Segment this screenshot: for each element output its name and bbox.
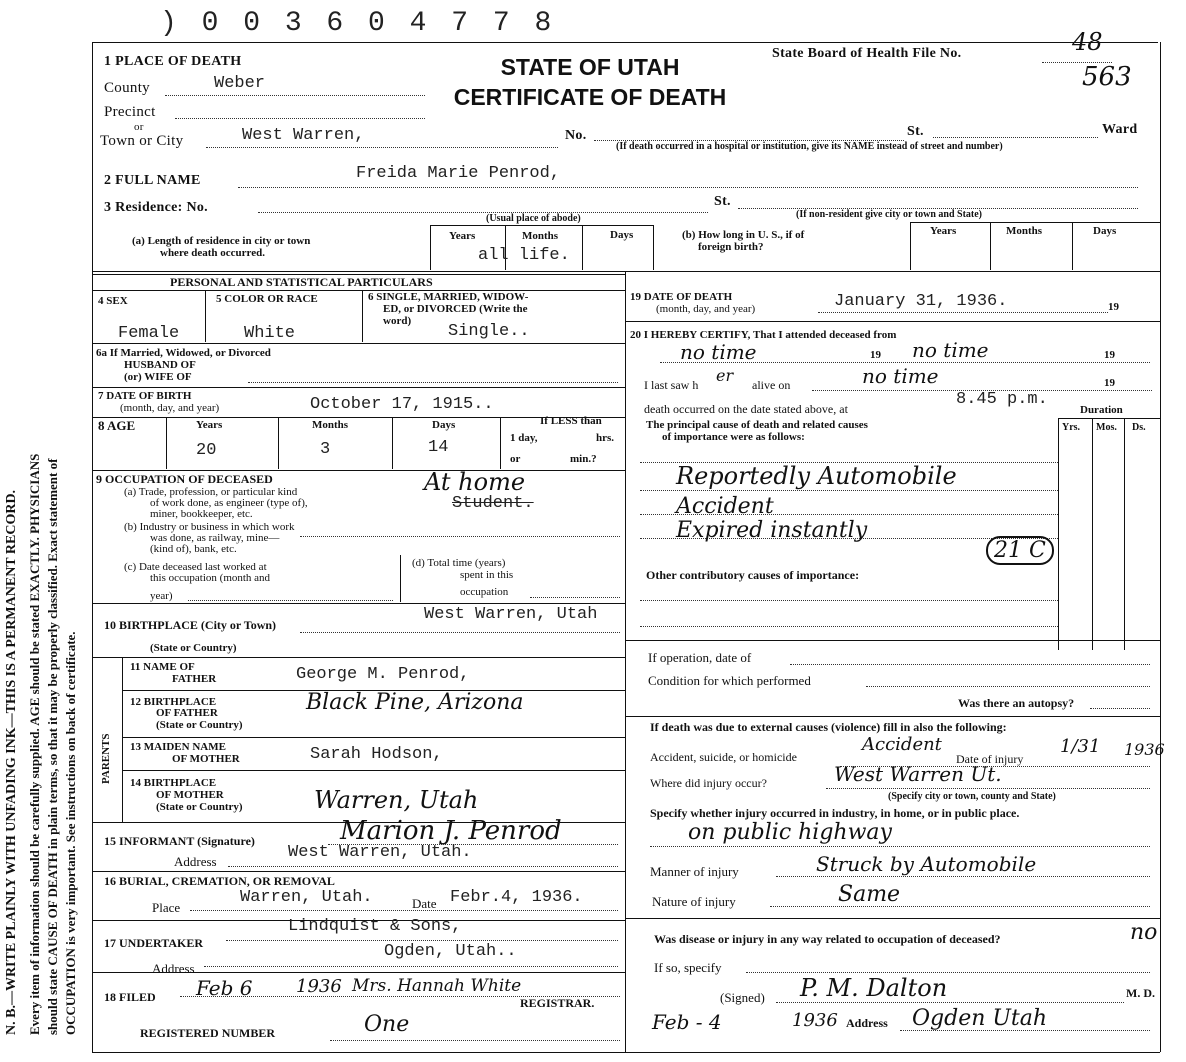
length-years-label: Years xyxy=(449,230,476,242)
town-label: Town or City xyxy=(100,133,184,149)
occ-b-line xyxy=(300,536,620,537)
occ-related-label: Was disease or injury in any way related to occupation of deceased? xyxy=(654,932,1001,946)
length-months-label: Months xyxy=(522,230,559,242)
county-line xyxy=(165,95,425,96)
marital-label-a: 6 SINGLE, MARRIED, WIDOW- xyxy=(368,291,529,303)
cause-3: Expired instantly xyxy=(676,518,868,543)
duration-line xyxy=(1058,418,1160,419)
undertaker-address-line xyxy=(204,966,618,967)
age-months-label: Months xyxy=(312,419,349,431)
injury-date-label: Date of injury xyxy=(956,752,1024,766)
burial-line xyxy=(190,910,618,911)
age-years-label: Years xyxy=(196,419,223,431)
cause-line-2 xyxy=(640,490,1058,491)
ifso-line xyxy=(746,972,1150,973)
dod-line xyxy=(818,312,1108,313)
filed-year: 1936 xyxy=(296,976,342,997)
lastsaw-value: no time xyxy=(862,364,939,388)
spouse-label-c: (or) WIFE OF xyxy=(124,371,192,383)
fbirth-label-c: (State or Country) xyxy=(156,719,243,731)
birthplace-value: West Warren, Utah xyxy=(424,605,598,624)
dod-label-b: (month, day, and year) xyxy=(656,303,756,315)
nonres-note: (If non-resident give city or town and State) xyxy=(796,209,983,220)
signed-label: (Signed) xyxy=(720,990,765,1005)
usual-note: (Usual place of abode) xyxy=(486,213,581,224)
informant-value: Marion J. Penrod xyxy=(340,816,562,846)
occ-b2: was done, as railway, mine— xyxy=(150,532,280,544)
mother-label-a: 13 MAIDEN NAME xyxy=(130,741,226,753)
fbirth-value: Black Pine, Arizona xyxy=(306,690,524,715)
burial-place-label: Place xyxy=(152,900,181,915)
certify-20: 20 I HEREBY CERTIFY, That I attended deceased from xyxy=(630,329,897,341)
where-value: West Warren Ut. xyxy=(834,762,1002,786)
age-years: 20 xyxy=(196,441,217,460)
signed-line xyxy=(776,1002,1124,1003)
parents-label: PARENTS xyxy=(100,733,112,784)
side-note-2: Every item of information should be carefully supplied. AGE should be stated EXACTLY. PHYSICIANS xyxy=(27,453,42,1035)
cause-2: Accident xyxy=(676,494,774,519)
fbirth-label-b: OF FATHER xyxy=(156,707,218,719)
cause-code: 21 C xyxy=(986,536,1054,565)
dob-label-a: 7 DATE OF BIRTH xyxy=(98,390,192,402)
length-value: all life. xyxy=(478,246,570,265)
undertaker-value: Lindquist & Sons, xyxy=(288,917,462,936)
min-label: min.? xyxy=(570,453,597,465)
condition-line xyxy=(866,686,1150,687)
residence-line xyxy=(258,212,708,213)
center-divider xyxy=(625,271,626,1052)
occ-d2: spent in this xyxy=(460,569,514,581)
occ-value: At home xyxy=(424,468,526,496)
marital-label-c: word) xyxy=(383,315,412,327)
undertaker-line xyxy=(226,940,618,941)
specify-value: on public highway xyxy=(688,820,892,845)
side-note-4: OCCUPATION is very important. See instructions on back of certificate. xyxy=(63,631,78,1035)
attended-line xyxy=(660,362,1150,363)
attended-19b: 19 xyxy=(1104,349,1115,361)
parent-line-2 xyxy=(122,737,625,738)
us-label-a: (b) How long in U. S., if of xyxy=(682,229,805,241)
lastsaw-label: I last saw h xyxy=(644,378,699,392)
occ-struck: Student. xyxy=(452,494,534,513)
injury-year: 1936 xyxy=(1124,740,1165,759)
contrib-line-2 xyxy=(640,626,1058,627)
length-col-1 xyxy=(430,225,431,270)
injury-date: 1/31 xyxy=(1060,736,1101,757)
length-col-4 xyxy=(653,225,654,270)
fullname-label: 2 FULL NAME xyxy=(104,173,201,188)
birthplace-label: 10 BIRTHPLACE (City or Town) xyxy=(104,618,277,632)
marital-label-b: ED, or DIVORCED (Write the xyxy=(383,303,528,315)
attended-19a: 19 xyxy=(870,349,881,361)
side-note-1: N. B.—WRITE PLAINLY WITH UNFADING INK—THIS IS A PERMANENT RECORD. xyxy=(4,489,19,1035)
length-days-label: Days xyxy=(610,229,634,241)
manner-value: Struck by Automobile xyxy=(816,852,1037,876)
attended-to: no time xyxy=(912,338,989,362)
bottom-border xyxy=(92,1052,1160,1053)
age-label: 8 AGE xyxy=(98,418,136,433)
where-note: (Specify city or town, county and State) xyxy=(888,791,1056,802)
undertaker-address-label: Address xyxy=(152,961,195,976)
section-divider xyxy=(92,271,1160,272)
file-no-label: State Board of Health File No. xyxy=(772,46,962,61)
length-col-3 xyxy=(582,225,583,270)
lastsaw-her: er xyxy=(716,366,734,385)
fullname-value: Freida Marie Penrod, xyxy=(356,164,561,183)
occ-c-line xyxy=(188,600,393,601)
color-divider xyxy=(362,290,363,342)
hospital-note: (If death occurred in a hospital or institution, give its NAME instead of street and number) xyxy=(616,141,1003,152)
informant-address-label: Address xyxy=(174,854,217,869)
occ-d-divider xyxy=(400,555,401,602)
occ-label: 9 OCCUPATION OF DECEASED xyxy=(96,472,273,486)
heading-line xyxy=(92,290,625,291)
side-note-3: should state CAUSE OF DEATH in plain terms, so that it may be properly classified. Exact statement of xyxy=(45,458,60,1035)
burial-date: Febr.4, 1936. xyxy=(450,888,583,907)
row-line-6 xyxy=(92,657,625,658)
md-label: M. D. xyxy=(1126,986,1155,1000)
us-months-label: Months xyxy=(1006,225,1043,237)
fbirth-label-a: 12 BIRTHPLACE xyxy=(130,696,217,708)
us-label-b: foreign birth? xyxy=(698,241,764,253)
nature-divider xyxy=(625,918,1160,919)
us-years-label: Years xyxy=(930,225,957,237)
parents-divider xyxy=(122,657,123,822)
undertaker-label: 17 UNDERTAKER xyxy=(104,936,204,950)
burial-place: Warren, Utah. xyxy=(240,888,373,907)
row-line-1 xyxy=(92,343,625,344)
operation-label: If operation, date of xyxy=(648,650,752,665)
us-col-2 xyxy=(990,222,991,270)
father-label-b: FATHER xyxy=(172,673,217,685)
ward-label: Ward xyxy=(1102,122,1138,137)
cause-label-a: The principal cause of death and related causes xyxy=(646,419,868,431)
spouse-label-a: 6a If Married, Widowed, or Divorced xyxy=(96,347,271,359)
precinct-label: Precinct xyxy=(104,104,156,120)
fullname-line xyxy=(238,187,1138,188)
dur-col-2 xyxy=(1092,418,1093,650)
father-label-a: 11 NAME OF xyxy=(130,661,195,673)
informant-address-line xyxy=(228,866,618,867)
operation-line xyxy=(790,664,1150,665)
duration-label: Duration xyxy=(1080,404,1123,416)
occ-d-line xyxy=(530,597,620,598)
yrs-label: Yrs. xyxy=(1062,422,1081,433)
nature-line xyxy=(770,906,1150,907)
dur-col-3 xyxy=(1124,418,1125,650)
color-value: White xyxy=(244,324,296,343)
sex-value: Female xyxy=(118,324,180,343)
ds-label: Ds. xyxy=(1132,422,1146,433)
occ-a3: miner, bookkeeper, etc. xyxy=(150,508,253,520)
state-country: (State or Country) xyxy=(150,642,237,654)
mbirth-label-c: (State or Country) xyxy=(156,801,243,813)
autopsy-label: Was there an autopsy? xyxy=(958,696,1075,710)
us-col-3 xyxy=(1072,222,1073,270)
occ-d3: occupation xyxy=(460,586,509,598)
occ-b3: (kind of), bank, etc. xyxy=(150,543,237,555)
where-line xyxy=(826,788,1150,789)
residence-label: 3 Residence: No. xyxy=(104,200,208,215)
death-time: 8.45 p.m. xyxy=(956,390,1048,409)
st-line xyxy=(933,137,1098,138)
color-label: 5 COLOR OR RACE xyxy=(216,293,318,305)
informant-label: 15 INFORMANT (Signature) xyxy=(104,834,255,848)
manner-line xyxy=(776,876,1150,877)
autopsy-line xyxy=(1090,708,1150,709)
left-border xyxy=(92,42,93,1052)
sign-date: Feb - 4 xyxy=(652,1010,722,1034)
mother-label-b: OF MOTHER xyxy=(172,753,240,765)
place-heading: 1 PLACE OF DEATH xyxy=(104,54,242,69)
burial-date-label: Date xyxy=(412,896,437,911)
nature-label: Nature of injury xyxy=(652,894,736,909)
where-label: Where did injury occur? xyxy=(650,776,767,790)
external-label: If death was due to external causes (violence) fill in also the following: xyxy=(650,720,1007,734)
certificate-number: ) 0 0 3 6 0 4 7 7 8 xyxy=(160,8,556,39)
death-occurred-label: death occurred on the date stated above, at xyxy=(644,402,848,416)
mbirth-label-a: 14 BIRTHPLACE xyxy=(130,777,217,789)
dod-divider xyxy=(625,321,1160,322)
alive-on: alive on xyxy=(752,378,791,392)
attended-from: no time xyxy=(680,340,757,364)
manner-label: Manner of injury xyxy=(650,864,739,879)
dod-label-a: 19 DATE OF DEATH xyxy=(630,291,733,303)
length-label-b: where death occurred. xyxy=(160,247,265,259)
st-label: St. xyxy=(907,124,924,139)
county-value: Weber xyxy=(214,74,266,93)
cause-1: Reportedly Automobile xyxy=(676,462,957,490)
occ-c: (c) Date deceased last worked at xyxy=(124,561,267,573)
sign-address-line xyxy=(900,1030,1150,1031)
specify-line xyxy=(650,846,1150,847)
lessthan-a: If LESS than xyxy=(540,415,602,427)
occ-a: (a) Trade, profession, or particular kind xyxy=(124,486,298,498)
file-no-2: 563 xyxy=(1082,62,1132,92)
occ-a2: of work done, as engineer (type of), xyxy=(150,497,308,509)
us-box-top xyxy=(910,222,1160,223)
parent-line-3 xyxy=(122,770,625,771)
sign-address: Ogden Utah xyxy=(912,1006,1048,1031)
occ-c2: this occupation (month and xyxy=(150,572,271,584)
lastsaw-19: 19 xyxy=(1104,377,1115,389)
nature-value: Same xyxy=(838,882,901,907)
occ-related-value: no xyxy=(1130,920,1158,945)
burial-label: 16 BURIAL, CREMATION, OR REMOVAL xyxy=(104,874,335,888)
age-days-label: Days xyxy=(432,419,456,431)
title-certificate: CERTIFICATE OF DEATH xyxy=(453,84,727,110)
lessthan-b: 1 day, xyxy=(510,432,538,444)
occ-c3: year) xyxy=(150,590,173,602)
contrib-label: Other contributory causes of importance: xyxy=(646,568,860,582)
dod-19: 19 xyxy=(1108,301,1119,313)
age-col-4 xyxy=(500,417,501,469)
filed-date: Feb 6 xyxy=(196,976,253,1000)
right-border xyxy=(1160,42,1161,1052)
age-col-2 xyxy=(278,417,279,469)
town-line xyxy=(206,147,558,148)
contrib-divider xyxy=(625,640,1160,641)
age-col-1 xyxy=(166,417,167,469)
accident-label: Accident, suicide, or homicide xyxy=(650,750,797,764)
length-label-a: (a) Length of residence in city or town xyxy=(132,235,311,247)
sex-label: 4 SEX xyxy=(98,295,128,307)
us-days-label: Days xyxy=(1093,225,1117,237)
occ-b: (b) Industry or business in which work xyxy=(124,521,295,533)
accident-value: Accident xyxy=(862,734,942,755)
row-line-4 xyxy=(92,470,625,471)
mbirth-label-b: OF MOTHER xyxy=(156,789,224,801)
spouse-label-b: HUSBAND OF xyxy=(124,359,196,371)
dob-label-b: (month, day, and year) xyxy=(120,402,220,414)
informant-address: West Warren, Utah. xyxy=(288,843,472,862)
father-value: George M. Penrod, xyxy=(296,665,470,684)
county-label: County xyxy=(104,80,150,96)
specify-label: Specify whether injury occurred in industry, in home, or in public place. xyxy=(650,806,1020,820)
filed-label: 18 FILED xyxy=(104,990,156,1004)
mos-label: Mos. xyxy=(1096,422,1117,433)
occ-d: (d) Total time (years) xyxy=(412,557,506,569)
cause-label-b: of importance were as follows: xyxy=(662,431,805,443)
contrib-line-1 xyxy=(640,600,1058,601)
regnum-label: REGISTERED NUMBER xyxy=(140,1026,276,1040)
top-border xyxy=(92,42,1158,43)
file-no: 48 xyxy=(1072,28,1103,56)
personal-heading: PERSONAL AND STATISTICAL PARTICULARS xyxy=(170,275,433,289)
age-months: 3 xyxy=(320,440,331,459)
or-label: or xyxy=(134,121,144,133)
sex-divider xyxy=(205,290,206,342)
sign-address-label: Address xyxy=(846,1016,888,1030)
dod-value: January 31, 1936. xyxy=(834,292,1008,311)
regnum-value: One xyxy=(364,1012,410,1037)
ifso-label: If so, specify xyxy=(654,960,722,975)
row-line-10 xyxy=(92,972,625,973)
sign-year: 1936 xyxy=(792,1010,838,1031)
dur-col-1 xyxy=(1058,418,1059,650)
town-value: West Warren, xyxy=(242,126,365,145)
us-col-1 xyxy=(910,222,911,270)
mother-value: Sarah Hodson, xyxy=(310,745,443,764)
spouse-line xyxy=(248,382,618,383)
signed-value: P. M. Dalton xyxy=(800,974,948,1002)
length-box-top xyxy=(430,225,653,226)
title-state: STATE OF UTAH xyxy=(500,54,680,80)
registrar-signature: Mrs. Hannah White xyxy=(352,976,522,996)
row-line-8 xyxy=(92,871,625,872)
regnum-line xyxy=(330,1040,620,1041)
marital-value: Single.. xyxy=(448,322,530,341)
condition-label: Condition for which performed xyxy=(648,673,811,688)
age-col-3 xyxy=(392,417,393,469)
birthplace-line xyxy=(300,632,620,633)
dob-value: October 17, 1915.. xyxy=(310,395,494,414)
autopsy-divider xyxy=(625,716,1160,717)
no-label: No. xyxy=(565,128,587,143)
age-days: 14 xyxy=(428,438,449,457)
hrs-label: hrs. xyxy=(596,432,615,444)
registrar-label: REGISTRAR. xyxy=(520,996,595,1010)
row-line-2 xyxy=(92,387,625,388)
row-line-5 xyxy=(92,603,625,604)
mbirth-value: Warren, Utah xyxy=(314,786,479,814)
or-min-label: or xyxy=(510,453,521,465)
residence-st-label: St. xyxy=(714,194,731,209)
precinct-line xyxy=(175,118,425,119)
undertaker-address: Ogden, Utah.. xyxy=(384,942,517,961)
